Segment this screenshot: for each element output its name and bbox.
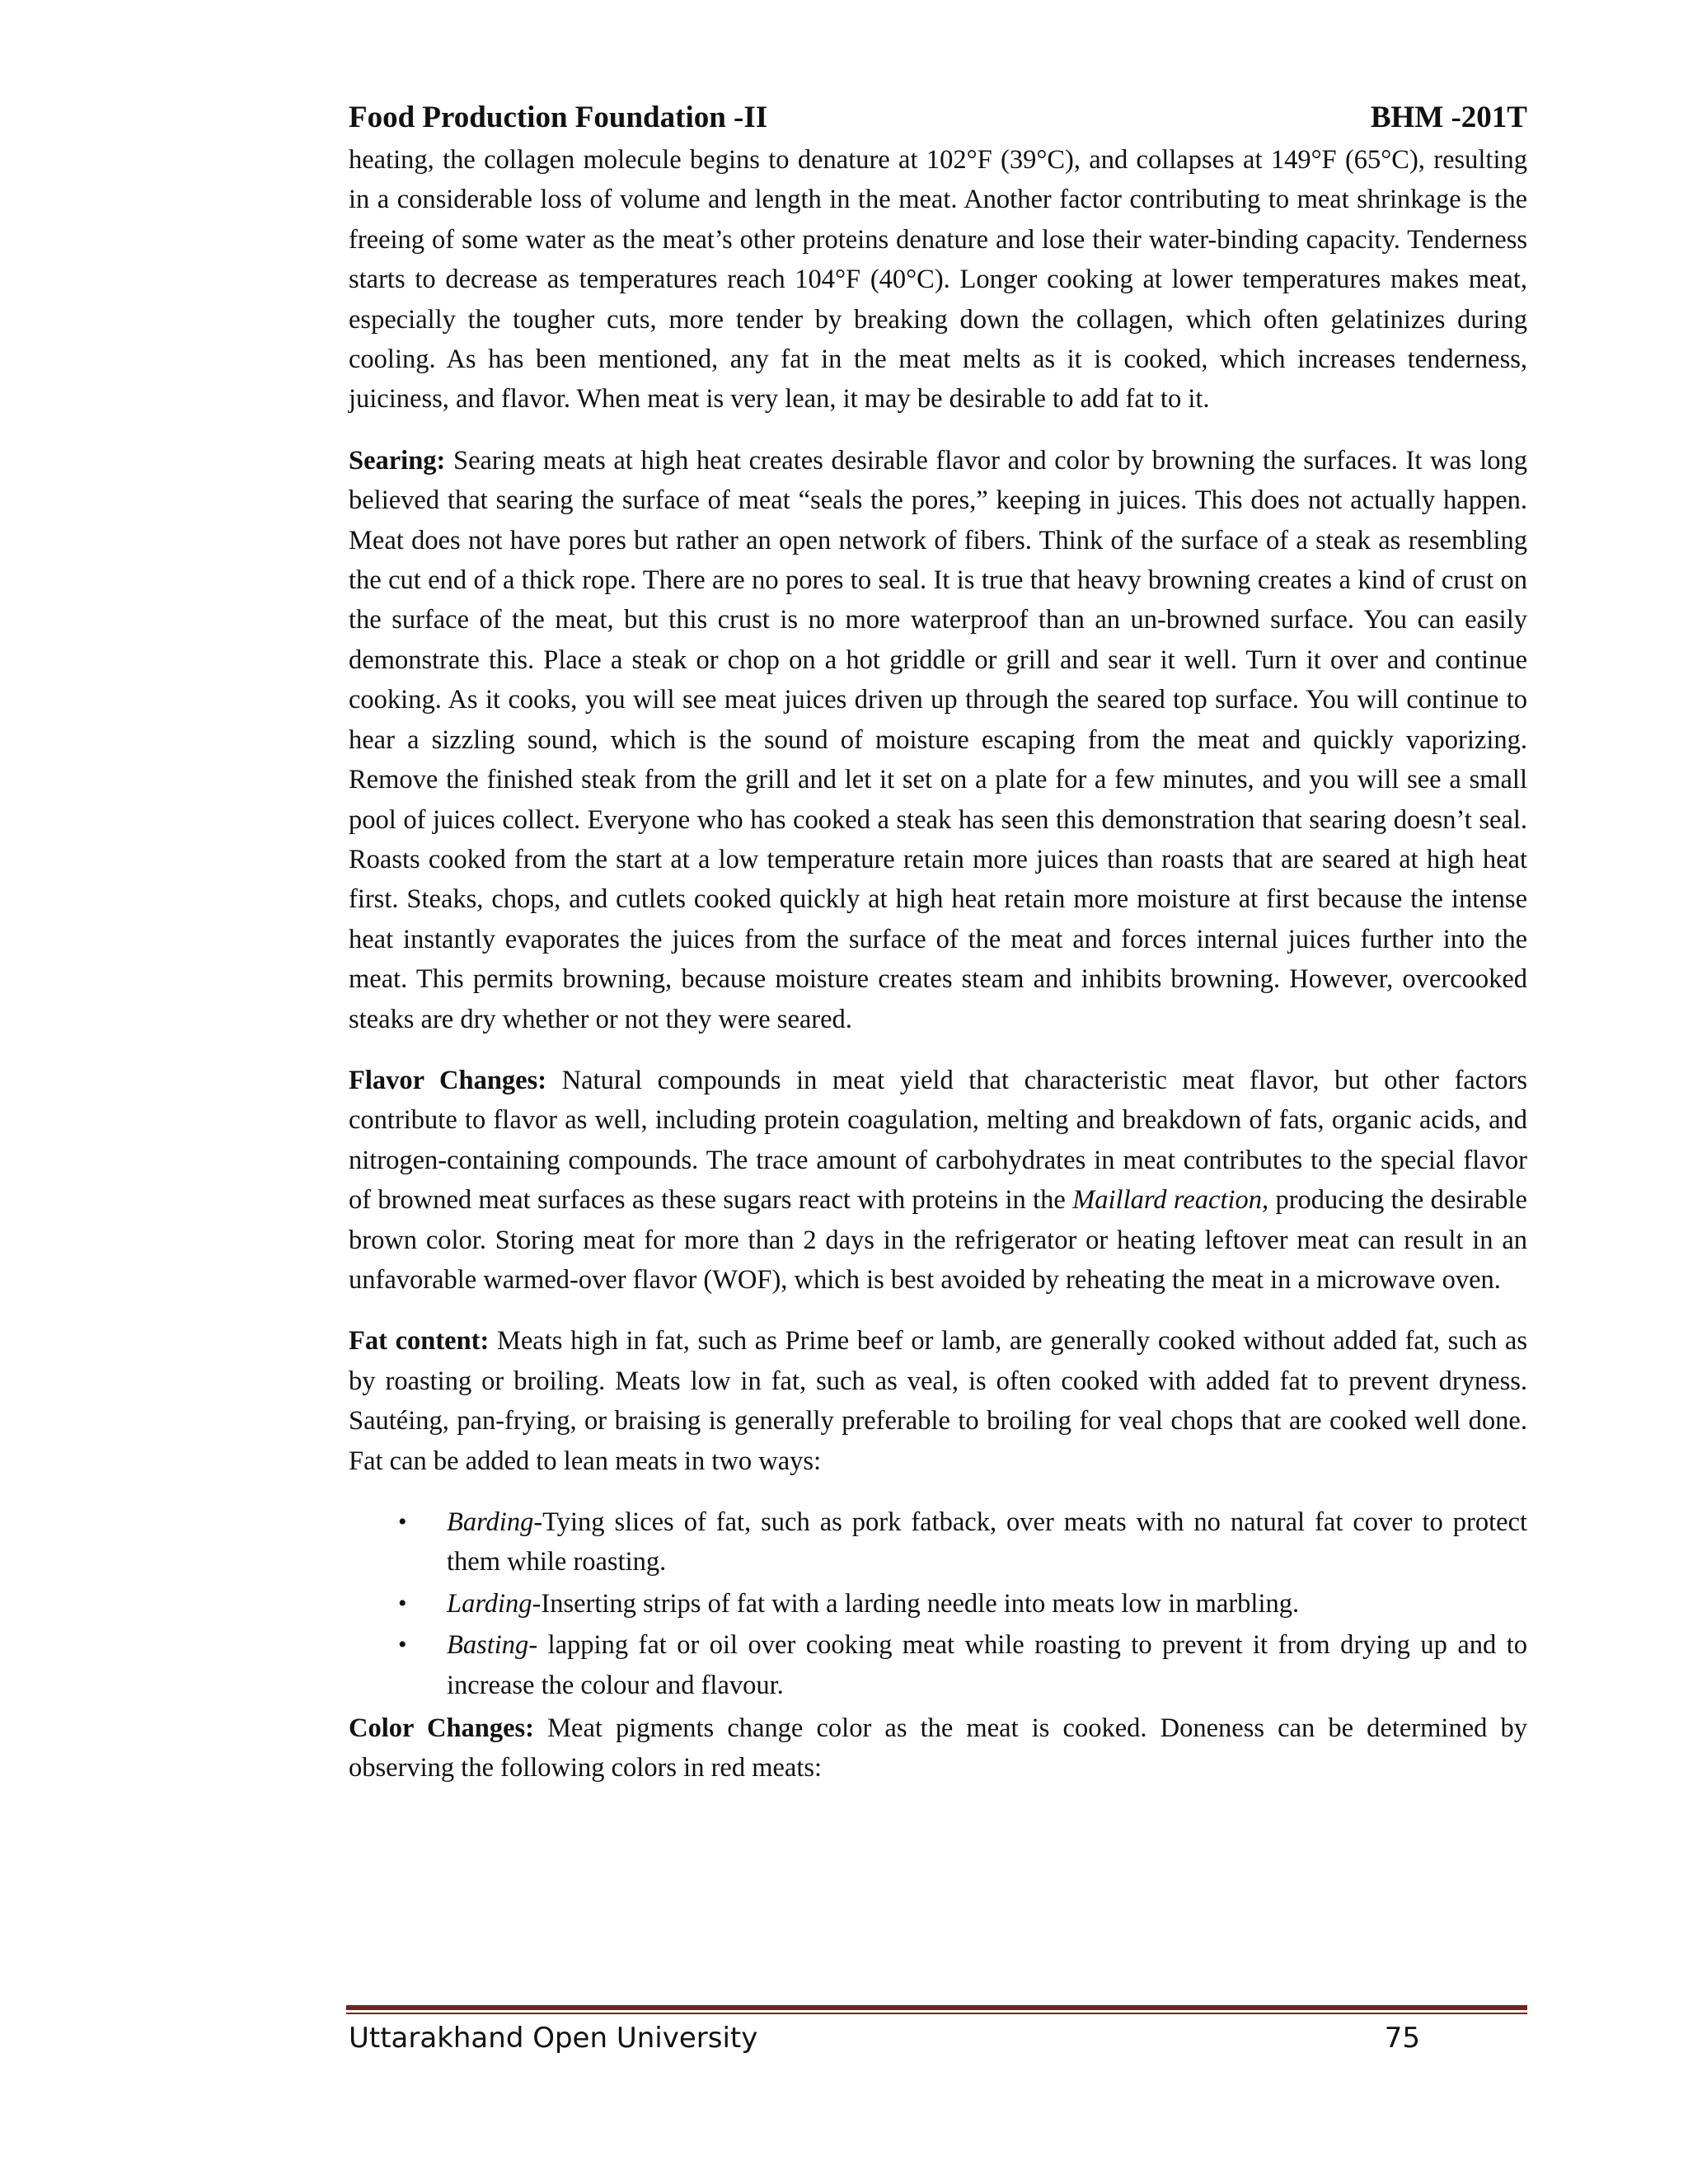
bullet-text: -Inserting strips of fat with a larding needle into meats low in marbling. xyxy=(532,1588,1300,1619)
page-footer xyxy=(349,2018,1420,2059)
fat-text: Meats high in fat, such as Prime beef or lamb, are generally cooked without added fat, such as by roasting or broiling. Meats low in fat, such as veal, is often cooked with added fat to prevent dryness. Sautéing, pan-frying, or braising is generally preferable to broiling for veal chops that are cooked well done. Fat can be added to lean meats in two ways: xyxy=(349,1326,1527,1476)
bullet-icon: • xyxy=(398,1631,407,1659)
footer-divider-thick xyxy=(346,2005,1527,2010)
flavor-paragraph xyxy=(349,1061,1527,1300)
footer-divider xyxy=(346,2005,1527,2017)
maillard-term: Maillard reaction, xyxy=(1072,1185,1269,1216)
page-content xyxy=(349,97,1527,1788)
bullet-text: - lapping fat or oil over cooking meat while roasting to prevent it from drying up and to increase the colour and flavour. xyxy=(447,1630,1527,1700)
footer-divider-thin xyxy=(346,2013,1527,2014)
searing-text: Searing meats at high heat creates desirable flavor and color by browning the surfaces. It was long believed that searing the surface of meat “seals the pores,” keeping in juices. This does not actually happen. Meat does not have pores but rather an open network of fibers. Think of the surface of a steak as resembling the cut end of a thick rope. There are no pores to seal. It is true that heavy browning creates a kind of crust on the surface of the meat, but this crust is no more waterproof than an un-browned surface. You can easily demonstrate this. Place a steak or chop on a hot griddle or grill and sear it well. Turn it over and continue cooking. As it cooks, you will see meat juices driven up through the seared top surface. You will continue to hear a sizzling sound, which is the sound of moisture escaping from the meat and quickly vaporizing. Remove the finished steak from the grill and let it set on a plate for a few minutes, and you will see a small pool of juices collect. Everyone who has cooked a steak has seen this demonstration that searing doesn’t seal. Roasts cooked from the start at a low temperature retain more juices than roasts that are seared at high heat first. Steaks, chops, and cutlets cooked quickly at high heat retain more moisture at first because the intense heat instantly evaporates the juices from the surface of the meat and forces internal juices further into the meat. This permits browning, because moisture creates steam and inhibits browning. However, overcooked steaks are dry whether or not they were seared. xyxy=(349,445,1527,1034)
bullet-term: Larding xyxy=(447,1588,532,1619)
bullet-icon: • xyxy=(398,1589,407,1617)
color-text: Meat pigments change color as the meat is cooked. Doneness can be determined by observing the following colors in red meats: xyxy=(349,1713,1527,1783)
page-header xyxy=(349,97,1527,138)
color-heading: Color Changes: xyxy=(349,1713,534,1744)
fat-methods-list xyxy=(349,1502,1527,1705)
list-item xyxy=(349,1502,1527,1582)
list-item xyxy=(349,1625,1527,1705)
flavor-text-after: producing the desirable brown color. Storing meat for more than 2 days in the refrigerator or heating leftover meat can result in an unfavorable warmed-over flavor (WOF), which is best avoided by reheating the meat in a microwave oven. xyxy=(349,1185,1527,1295)
bullet-icon: • xyxy=(398,1508,407,1535)
searing-paragraph xyxy=(349,441,1527,1039)
page-number: 75 xyxy=(1384,2022,1420,2055)
flavor-heading: Flavor Changes: xyxy=(349,1065,547,1095)
bullet-term: Barding xyxy=(447,1507,534,1537)
bullet-term: Basting xyxy=(447,1630,529,1661)
fat-paragraph xyxy=(349,1321,1527,1481)
flavor-text-before: Natural compounds in meat yield that characteristic meat flavor, but other factors contribute to flavor as well, including protein coagulation, melting and breakdown of fats, organic acids, and nitrogen-containing compounds. The trace amount of carbohydrates in meat contributes to the special flavor of browned meat surfaces as these sugars react with proteins in the xyxy=(349,1065,1527,1216)
course-title: Food Production Foundation -II xyxy=(349,101,768,134)
searing-heading: Searing: xyxy=(349,445,446,476)
bullet-text: -Tying slices of fat, such as pork fatback, over meats with no natural fat cover to protect them while roasting. xyxy=(447,1507,1527,1577)
course-code: BHM -201T xyxy=(1370,101,1527,134)
fat-heading: Fat content: xyxy=(349,1326,490,1357)
color-paragraph xyxy=(349,1708,1527,1788)
list-item xyxy=(349,1584,1527,1624)
institution-name: Uttarakhand Open University xyxy=(349,2022,758,2055)
body-text xyxy=(349,140,1527,1788)
intro-paragraph: heating, the collagen molecule begins to denature at 102°F (39°C), and collapses at 149°F (65°C), resulting in a considerable loss of volume and length in the meat. Another factor contributing to meat shrinkage is the freeing of some water as the meat’s other proteins denature and lose their water-binding capacity. Tenderness starts to decrease as temperatures reach 104°F (40°C). Longer cooking at lower temperatures makes meat, especially the tougher cuts, more tender by breaking down the collagen, which often gelatinizes during cooling. As has been mentioned, any fat in the meat melts as it is cooked, which increases tenderness, juiciness, and flavor. When meat is very lean, it may be desirable to add fat to it. xyxy=(349,145,1527,415)
